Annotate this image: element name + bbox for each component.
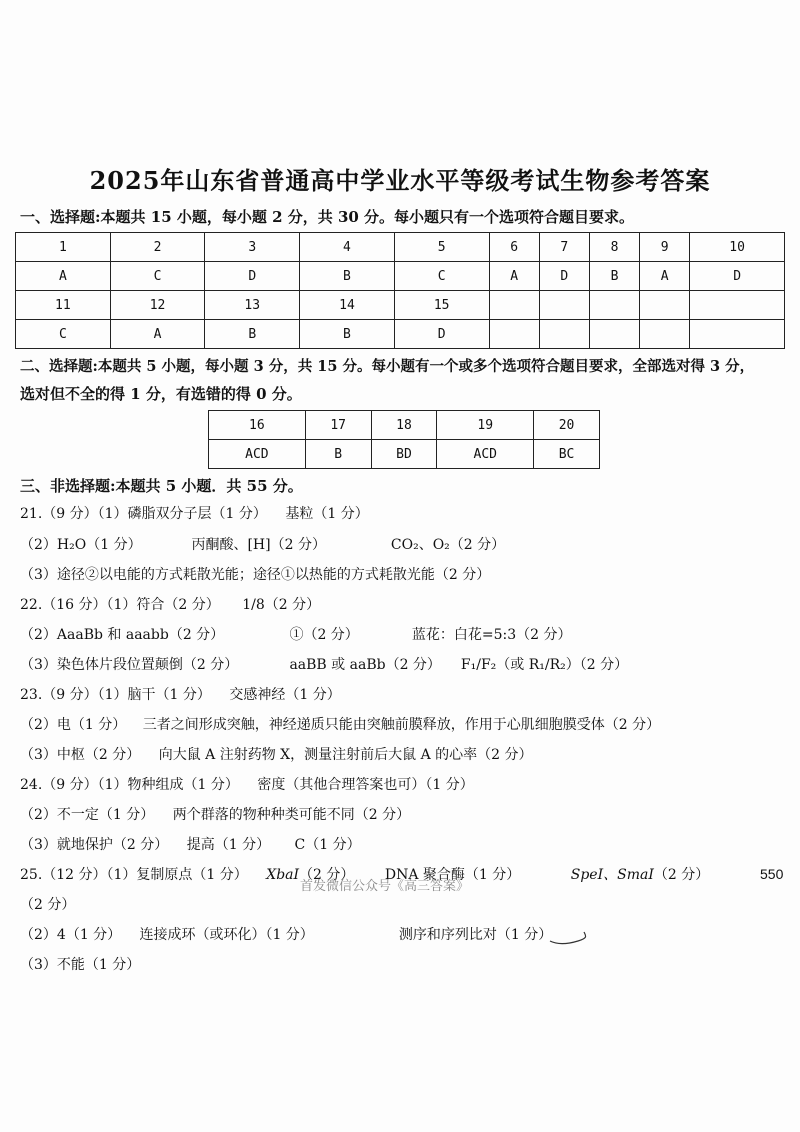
answer-text: 蓝花：白花=5:3（2 分） [411,627,572,643]
empty-cell [539,320,589,349]
answer-text: 22.（16 分）（1）符合（2 分） [20,597,220,613]
question-number: 6 [489,233,539,262]
answer-text: 基粒（1 分） [285,506,369,522]
empty-cell [589,291,639,320]
question-number: 8 [589,233,639,262]
answer-line [20,624,572,644]
answer-line [20,503,369,523]
question-number: 19 [437,411,534,440]
answer-line [20,834,361,854]
answer-cell: B [300,320,395,349]
question-number: 5 [394,233,489,262]
answer-text: 密度（其他合理答案也可）（1 分） [257,777,474,793]
answer-text: F₁/F₂（或 R₁/R₂）（2 分） [460,657,629,673]
question-number: 1 [16,233,111,262]
section2-heading-line2: 选对但不全的得 1 分，有选错的得 0 分。 [20,385,302,403]
answer-cell: C [16,320,111,349]
answer-text: （2）4（1 分） [20,927,122,943]
table-row [16,291,785,320]
answer-text: 两个群落的物种种类可能不同（2 分） [172,807,411,823]
enzyme-name: XbaⅠ [266,867,300,883]
question-number: 18 [371,411,437,440]
section1-heading: 一、选择题:本题共 15 小题，每小题 2 分，共 30 分。每小题只有一个选项符合题目要求。 [20,208,635,226]
empty-cell [640,291,690,320]
answer-text: （2 分） [299,867,355,883]
empty-cell [690,320,785,349]
question-number: 16 [209,411,306,440]
section3-heading: 三、非选择题:本题共 5 小题．共 55 分。 [20,477,303,495]
answer-line [20,714,660,734]
answer-cell: B [300,262,395,291]
empty-cell [539,291,589,320]
question-number: 20 [534,411,600,440]
question-number: 11 [16,291,111,320]
question-number: 4 [300,233,395,262]
answer-line [20,804,410,824]
table-row [209,440,600,469]
question-number: 15 [394,291,489,320]
empty-cell [589,320,639,349]
handwritten-mark [548,926,588,946]
answer-text: （3）不能（1 分） [20,957,141,973]
answer-text: （3）染色体片段位置颠倒（2 分） [20,657,239,673]
page-number: 550 [760,866,784,882]
answer-cell: D [394,320,489,349]
answer-text: （2 分） [20,897,76,913]
answer-text: aaBB 或 aaBb（2 分） [289,657,441,673]
answer-text: 23.（9 分）（1）脑干（1 分） [20,687,211,703]
answer-cell: BC [534,440,600,469]
table-row [16,233,785,262]
enzyme-name: SpeⅠ、SmaⅠ [570,867,654,883]
answer-text: 三者之间形成突触，神经递质只能由突触前膜释放，作用于心肌细胞膜受体（2 分） [142,717,661,733]
answer-text: （2）AaaBb 和 aaabb（2 分） [20,627,225,643]
answer-text: 交感神经（1 分） [229,687,341,703]
answer-text: （2）不一定（1 分） [20,807,155,823]
question-number: 10 [690,233,785,262]
answer-cell: A [489,262,539,291]
answer-line [20,654,628,674]
answer-text: CO₂、O₂（2 分） [390,537,506,553]
answer-text: （3）途径②以电能的方式耗散光能；途径①以热能的方式耗散光能（2 分） [20,567,491,583]
question-number: 12 [110,291,205,320]
answer-cell: A [16,262,111,291]
table-row [16,262,785,291]
empty-cell [690,291,785,320]
section2-heading-line1: 二、选择题:本题共 5 小题，每小题 3 分，共 15 分。每小题有一个或多个选项符合题目要求，全部选对得 3 分， [20,358,755,375]
answer-cell: BD [371,440,437,469]
answer-cell: B [205,320,300,349]
answer-text: C（1 分） [294,837,361,853]
answer-line [20,594,320,614]
answer-text: ①（2 分） [289,627,359,643]
answer-text: 向大鼠 A 注射药物 X，测量注射前后大鼠 A 的心率（2 分） [158,747,533,763]
answer-text: 连接成环（或环化）（1 分） [139,927,314,943]
answer-line [20,894,75,914]
empty-cell [489,291,539,320]
answer-line [20,534,505,554]
answer-line [20,954,140,974]
answer-text: 丙酮酸、[H]（2 分） [191,537,326,553]
answer-text: （2）电（1 分） [20,717,127,733]
answer-text: 24.（9 分）（1）物种组成（1 分） [20,777,239,793]
answer-text: DNA 聚合酶（1 分） [384,867,521,883]
answer-text: 21.（9 分）（1）磷脂双分子层（1 分） [20,506,267,522]
section1-answer-table [15,232,785,349]
section2-answer-table [208,410,600,469]
empty-cell [489,320,539,349]
answer-text: 25.（12 分）（1）复制原点（1 分） [20,867,248,883]
answer-text: （3）中枢（2 分） [20,747,141,763]
answer-text: 测序和序列比对（1 分） [398,927,553,943]
answer-cell: C [394,262,489,291]
answer-line [20,774,474,794]
question-number: 13 [205,291,300,320]
answer-cell: A [110,320,205,349]
empty-cell [640,320,690,349]
question-number: 7 [539,233,589,262]
watermark: 首发微信公众号《高三答案》 [300,879,470,894]
answer-line [20,924,552,944]
answer-text: （2）H₂O（1 分） [20,537,142,553]
answer-cell: B [589,262,639,291]
answer-cell: D [205,262,300,291]
answer-text: （3）就地保护（2 分） [20,837,169,853]
answer-text: 1/8（2 分） [242,597,321,613]
answer-cell: ACD [437,440,534,469]
answer-line [20,564,490,584]
answer-cell: C [110,262,205,291]
question-number: 2 [110,233,205,262]
answer-text: 提高（1 分） [186,837,271,853]
page-title: 2025年山东省普通高中学业水平等级考试生物参考答案 [89,166,711,195]
question-number: 14 [300,291,395,320]
answer-cell: D [690,262,785,291]
question-number: 17 [305,411,371,440]
answer-cell: A [640,262,690,291]
table-row [16,320,785,349]
answer-cell: ACD [209,440,306,469]
answer-cell: D [539,262,589,291]
answer-line [20,684,341,704]
question-number: 3 [205,233,300,262]
answer-cell: B [305,440,371,469]
answer-text: （2 分） [653,867,710,883]
table-row [209,411,600,440]
question-number: 9 [640,233,690,262]
answer-line [20,744,533,764]
